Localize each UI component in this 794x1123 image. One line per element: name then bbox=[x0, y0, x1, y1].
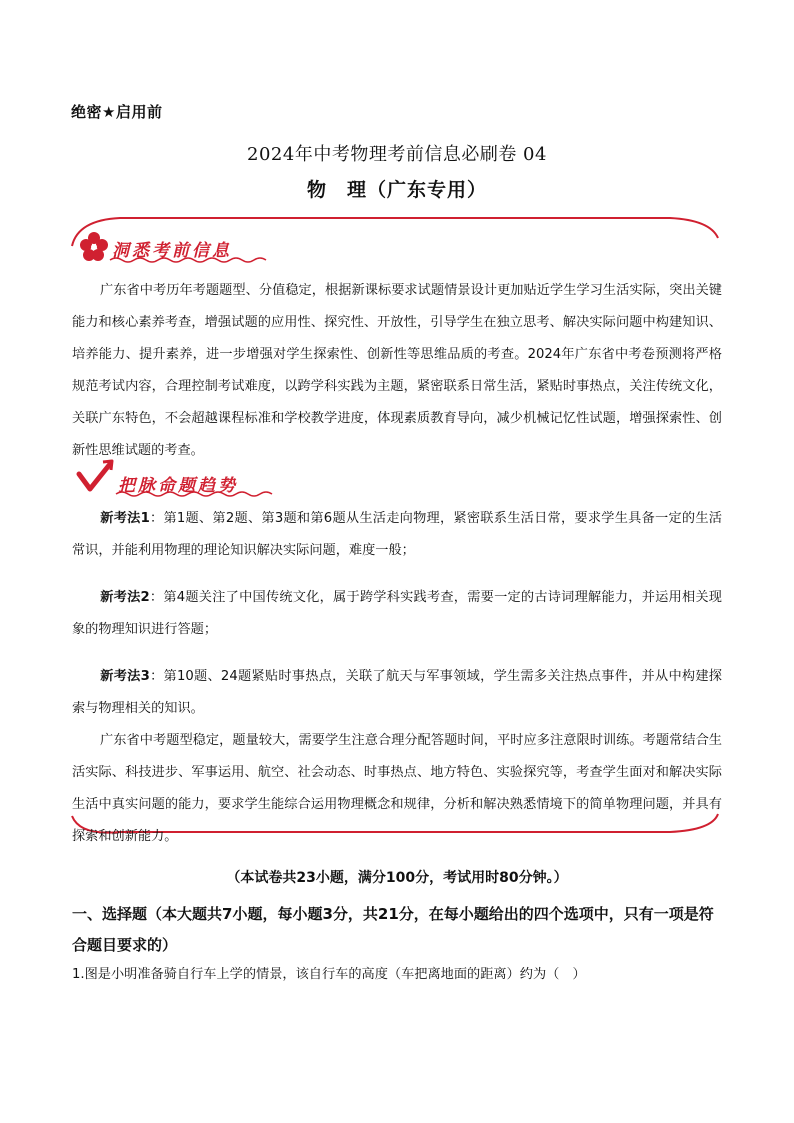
exam-title: 2024年中考物理考前信息必刷卷 04 bbox=[247, 144, 547, 165]
exam-instructions: （本试卷共23小题，满分100分，考试用时80分钟。） bbox=[226, 870, 568, 886]
new-method-2 bbox=[72, 582, 722, 646]
exam-info-paragraph bbox=[72, 275, 722, 467]
new-method-2-label: 新考法2 bbox=[100, 590, 150, 605]
trend-paragraph-text: 广东省中考题型稳定，题量较大，需要学生注意合理分配答题时间，平时应多注意限时训练。考题常结合生活实际、科技进步、军事运用、航空、社会动态、时事热点、地方特色、实验探究等，考查学生面对和解决实际生活中真实问题的能力，要求学生能综合运用物理概念和规律，分析和解决熟悉情境下的简单物理问题，并具有探索和创新能力。 bbox=[72, 733, 722, 844]
flower-icon bbox=[78, 230, 110, 262]
section-heading-choice: 一、选择题（本大题共7小题，每小题3分，共21分，在每小题给出的四个选项中，只有一项是符合题目要求的） bbox=[72, 905, 714, 954]
new-method-3-text: ：第10题、24题紧贴时事热点，关联了航天与军事领域，学生需多关注热点事件，并从中构建探索与物理相关的知识。 bbox=[72, 669, 722, 716]
new-method-3 bbox=[72, 661, 722, 725]
new-method-1-text: ：第1题、第2题、第3题和第6题从生活走向物理，紧密联系生活日常，要求学生具备一定的生活常识，并能利用物理的理论知识解决实际问题，难度一般； bbox=[72, 511, 722, 558]
checkmark-arrow-icon bbox=[76, 458, 116, 494]
section-title-trends: 把脉命题趋势 bbox=[118, 476, 238, 496]
exam-subtitle: 物 理（广东专用） bbox=[306, 179, 487, 201]
exam-info-paragraph-text: 广东省中考历年考题题型、分值稳定，根据新课标要求试题情景设计更加贴近学生学习生活实际，突出关键能力和核心素养考查，增强试题的应用性、探究性、开放性，引导学生在独立思考、解决实际问题中构建知识、培养能力、提升素养，进一步增强对学生探索性、创新性等思维品质的考查。2024年广东省中考卷预测将严格规范考试内容，合理控制考试难度，以跨学科实践为主题，紧密联系日常生活，紧贴时事热点，关注传统文化，关联广东特色，不会超越课程标准和学校教学进度，体现素质教育导向，减少机械记忆性试题，增强探索性、创新性思维试题的考查。 bbox=[72, 283, 722, 458]
section-title-exam-info: 洞悉考前信息 bbox=[112, 241, 232, 261]
new-method-1-label: 新考法1 bbox=[100, 511, 150, 526]
question-1: 1.图是小明准备骑自行车上学的情景，该自行车的高度（车把离地面的距离）约为（ ） bbox=[72, 967, 586, 982]
new-method-3-label: 新考法3 bbox=[100, 669, 150, 684]
new-method-2-text: ：第4题关注了中国传统文化，属于跨学科实践考查，需要一定的古诗词理解能力，并运用相关现象的物理知识进行答题； bbox=[72, 590, 722, 637]
confidential-label: 绝密★启用前 bbox=[71, 103, 163, 121]
new-method-1 bbox=[72, 503, 722, 567]
trend-paragraph bbox=[72, 725, 722, 853]
